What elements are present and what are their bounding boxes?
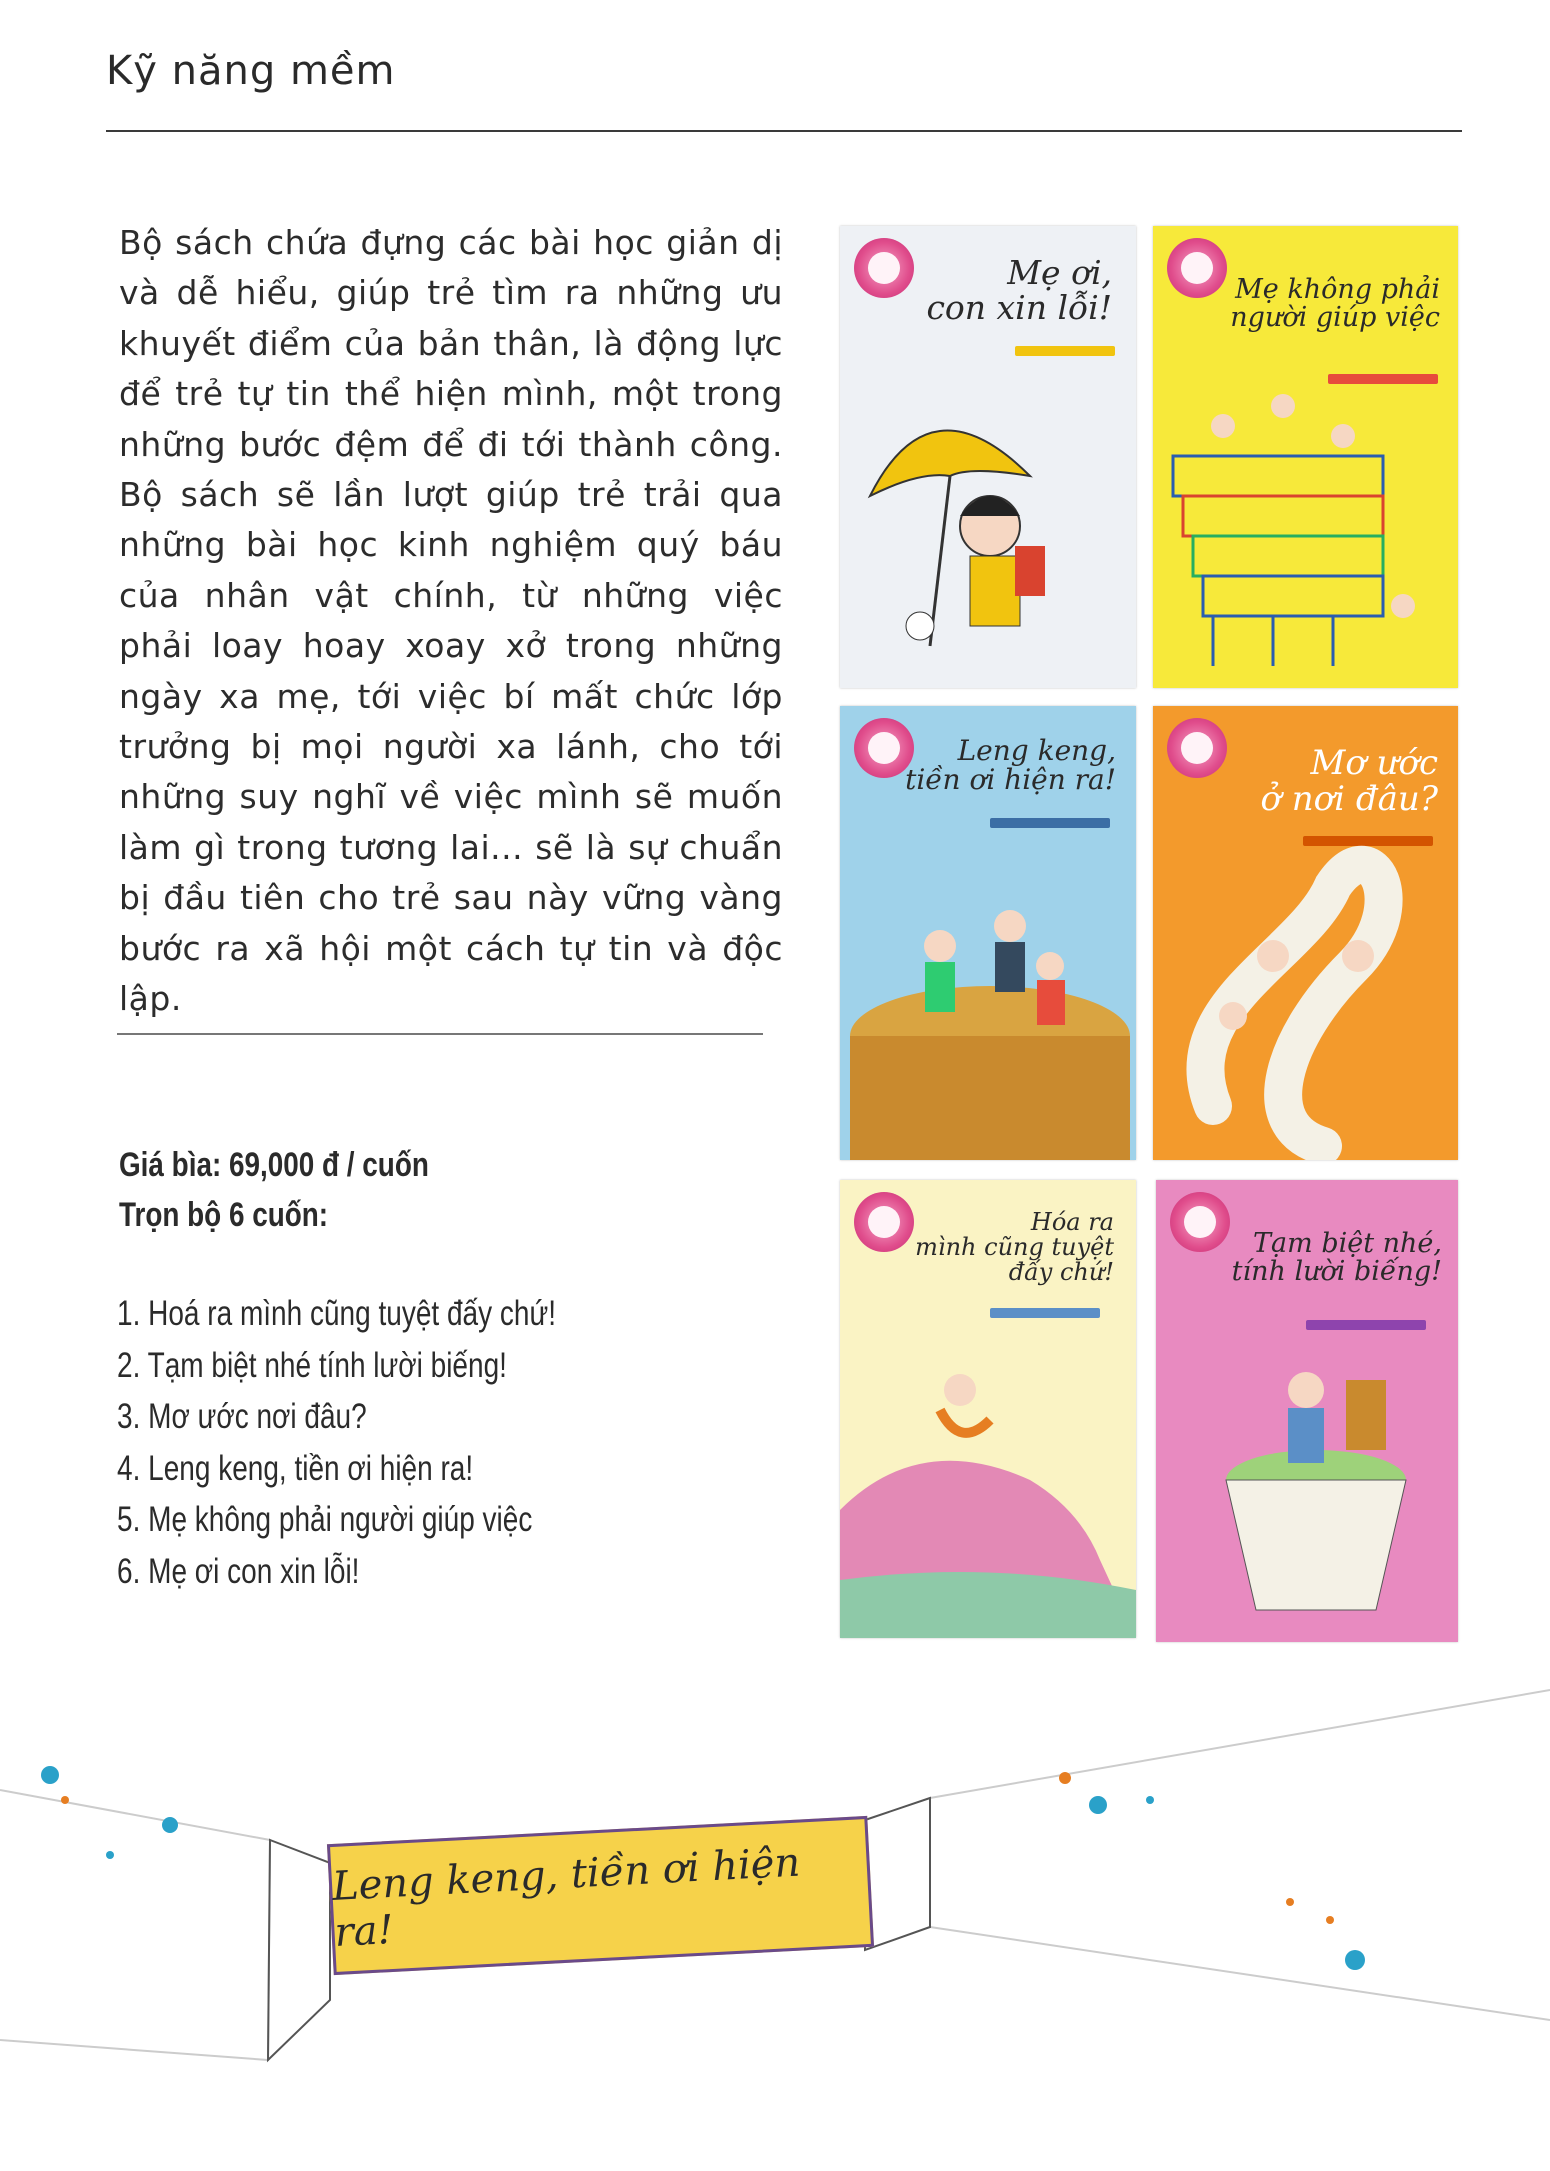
book-cover-mo-uoc <box>1153 706 1458 1160</box>
book-cover-me-oi <box>840 226 1136 688</box>
cover-title-line: tiền ơi hiện ra! <box>905 763 1116 797</box>
cover-title-line: Hóa ra <box>1030 1208 1114 1236</box>
header-divider <box>106 130 1462 132</box>
intro-paragraph: Bộ sách chứa đựng các bài học giản dị và dễ hiểu, giúp trẻ tìm ra những ưu khuyết điểm của bản thân, là động lực để trẻ tự tin thể hiện mình, một trong những bước đệm để đi tới thành công. Bộ sách sẽ lần lượt giúp trẻ trải qua những bài học kinh nghiệm quý báu của nhân vật chính, từ những việc phải loay hoay xoay xở trong những ngày xa mẹ, tới việc bí mất chức lớp trưởng bị mọi người xa lánh, cho tới những suy nghĩ về việc mình sẽ muốn làm gì trong tương lai... sẽ là sự chuẩn bị đầu tiên cho trẻ sau này vững vàng bước ra xã hội một cách tự tin và độc lập. <box>119 223 783 1019</box>
cover-title-line: con xin lỗi! <box>926 287 1112 327</box>
set-line: Trọn bộ 6 cuốn: <box>119 1196 329 1234</box>
book-list <box>117 1288 556 1597</box>
cover-title-line: ở nơi đâu? <box>1260 778 1438 819</box>
list-item: 1. Hoá ra mình cũng tuyệt đấy chứ! <box>117 1294 556 1333</box>
cover-title-line: đấy chứ! <box>1008 1258 1114 1287</box>
section-divider <box>117 1033 763 1035</box>
title-banner <box>0 1680 1550 2100</box>
price-line: Giá bìa: 69,000 đ / cuốn <box>119 1146 429 1184</box>
book-cover-tam-biet <box>1156 1180 1458 1642</box>
price-block <box>119 1140 429 1240</box>
book-cover-leng-keng <box>840 706 1136 1160</box>
cover-illustration <box>840 1180 1136 1638</box>
section-header: Kỹ năng mềm <box>106 48 396 94</box>
cover-title-line: Mẹ ơi, <box>1007 253 1112 292</box>
cover-title-line: Mơ ước <box>1310 743 1438 783</box>
cover-title-line: người giúp việc <box>1230 302 1440 334</box>
cover-illustration <box>840 226 1136 688</box>
list-item: 2. Tạm biệt nhé tính lười biếng! <box>117 1345 507 1385</box>
book-cover-hoa-ra <box>840 1180 1136 1638</box>
cover-title-line: tính lười biếng! <box>1231 1256 1442 1288</box>
banner-label: Leng keng, tiền ơi hiện ra! <box>327 1816 874 1975</box>
cover-illustration <box>1153 706 1458 1160</box>
list-item: 5. Mẹ không phải người giúp việc <box>117 1500 533 1539</box>
cover-title-line: Leng keng, <box>957 734 1116 767</box>
cover-title-line: Tạm biệt nhé, <box>1253 1228 1442 1259</box>
cover-illustration <box>1156 1180 1458 1642</box>
book-cover-me-khong-phai <box>1153 226 1458 688</box>
list-item: 4. Leng keng, tiền ơi hiện ra! <box>117 1448 474 1488</box>
cover-title-line: Mẹ không phải <box>1235 274 1440 305</box>
cover-illustration <box>840 706 1136 1160</box>
list-item: 6. Mẹ ơi con xin lỗi! <box>117 1551 360 1591</box>
cover-title-line: mình cũng tuyệt <box>915 1233 1114 1262</box>
cover-illustration <box>1153 226 1458 688</box>
list-item: 3. Mơ ước nơi đâu? <box>117 1397 367 1436</box>
